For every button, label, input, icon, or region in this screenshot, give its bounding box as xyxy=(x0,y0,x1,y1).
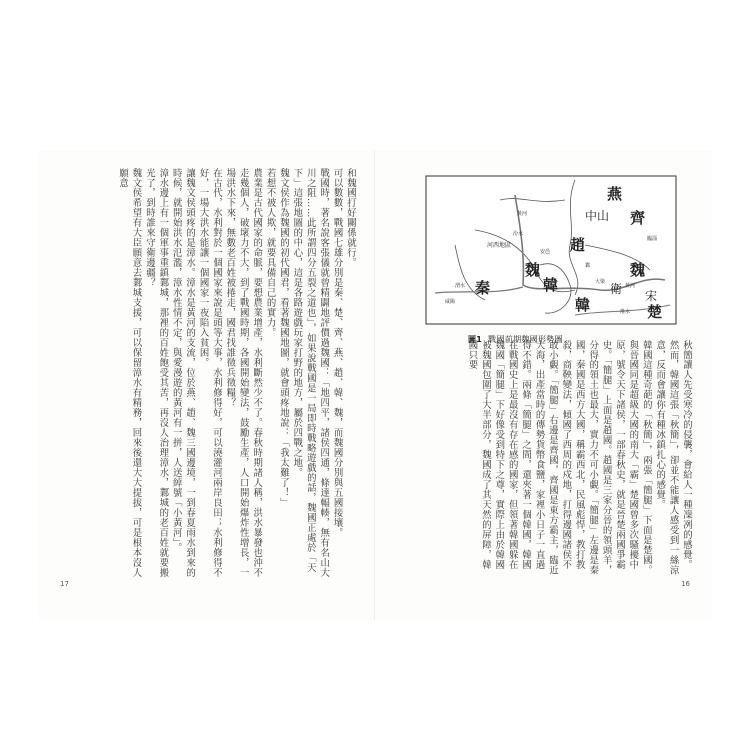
label-anyi: 安邑 xyxy=(540,249,551,255)
label-daliang: 大梁 xyxy=(595,279,606,285)
warring-states-map xyxy=(425,175,677,325)
label-ye: 鄴 xyxy=(585,263,591,269)
label-yan: 燕 xyxy=(607,185,623,203)
label-han: 韓 xyxy=(543,276,559,294)
label-river-huanghe-north: 黃河 xyxy=(517,211,528,217)
label-song: 宋 xyxy=(645,289,658,303)
left-page-number: 17 xyxy=(60,580,69,588)
right-page-number: 16 xyxy=(681,580,690,588)
figure-caption-number: 圖1 xyxy=(468,335,483,344)
right-page-body-text: 秋簡讓人先受寒冷的侵襲，會給人一種凜冽的感覺。然而，韓國這張「秋簡」，卻並不能讓人感受到一絲涼意，反而會讓你有種冰鎮扎心的感覺。 韓國這種奇葩的「秋簡」，兩張「簡腿」下面是楚國。與晉國同是超級大國的南大「霸」楚國曾多次騷擾中原，號令天下諸侯，一部春秋史，就是晉楚兩國爭霸史。「簡腿」上面是趙國。趙國是三家分晉的領頭羊，分得的領土也最大，實力不可小覷。「簡腿」左邊是秦國，秦國是西方大國，稱霸西北，民風彪悍，教打教殺，商鞅變法，傾國了西周的戍地，打得邊國諸侯不敢小覷。「簡腿」右邊是齊國，齊國是東方霸主，臨近大海，出產當時的傳勢貨幣食鹽，家裡小日子一直過得不錯。兩條「簡腿」之間，還夾著一個韓國，韓國在戰國史上是最沒有存在感的國家，但領著韓國躲在魏國「簡腿」下好像受到特下之尊，實際上由於韓國被魏國包圍了大半部分，魏國成了其天然的屏障，韓國只要 xyxy=(466,340,692,576)
label-wei-west: 魏 xyxy=(525,261,541,279)
label-linzi: 臨淄 xyxy=(647,236,658,242)
label-qin: 秦 xyxy=(475,279,491,297)
figure-caption-text: 戰國前期魏國形勢圖 xyxy=(488,335,563,344)
label-hexi: 河西地區 xyxy=(487,242,512,249)
label-zhao: 趙 xyxy=(570,236,586,254)
label-river-huanghe-east: 黃河 xyxy=(625,283,636,289)
label-zhongshan: 中山 xyxy=(585,209,610,223)
label-han-south: 韓 xyxy=(575,296,591,314)
map-svg xyxy=(425,175,677,325)
label-wei-state: 衛 xyxy=(610,282,623,296)
figure-caption xyxy=(468,334,563,345)
label-chu: 楚 xyxy=(647,303,663,321)
label-qi: 齊 xyxy=(630,209,646,227)
label-river-huaishui: 淮水 xyxy=(620,309,631,315)
label-xianyang: 咸陽 xyxy=(445,299,456,305)
label-wei-east: 魏 xyxy=(630,261,646,279)
left-page xyxy=(38,150,375,620)
label-river-fenshui: 汾水 xyxy=(513,231,524,237)
left-page-body-text: 和魏國打好關係就行。 可以數數，戰國七雄分別是秦、楚、齊、燕、趙、韓、魏，而魏國分別與五國接壤。 戰國時，著名說客張儀就曾精闢地評價過魏國：「地四平，諸侯四通，條達輻輳，無有名山大川之阻……此所謂四分五裂之道也」，如果說戰國是一局即時戰略遊戲的話，魏國正處於「天下」這張地圖的中心，這是各路遊戲玩家打野的地方，屬於四戰之地。 魏文侯作為魏國的初代國君，看著魏國地圖，就會頭疼地說：「我太難了！」 若想不被人欺，就要具備自己的實力。 農業是古代國家的命脈，要想農業增產，水利斷然少不了。春秋時期諸人稱，洪水暴發也沖不走幾個人，破壞力不大，到了戰國時期，各國開始變法，鼓勵生產，人口開始爆炸性增長，一場洪水下來，無數老百姓被捲走，國君找誰徵兵徵糧？ 在古代，水利對於一個國家來說是頭等大事，水利修得好，可以澆灌河兩岸良田；水利修得不好，一場大洪水能讓一個國家一夜陷入貧困。 讓魏文侯頭疼的是漳水。漳水是黃河的支流，位於燕、趙、魏三國邊境，一到春夏雨水到來的時候，就開始洪水氾濫，漳水性情不定，與愛漫遊的黃河有一拼，人送綽號「小黃河」。 漳水邊上有一個軍事重鎮鄴城，那裡的百姓飽受其苦，再沒人治理漳水，鄴城的老百姓就要搬光了，到時誰來守衛邊疆？ 魏文侯希望有大臣願意去鄴城支援，可以保留漳水有精務，回來後還大大提拔，可是根本沒人願意 xyxy=(117,168,356,578)
map-frame xyxy=(426,176,676,324)
label-river-weishui: 渭水 xyxy=(455,283,466,289)
